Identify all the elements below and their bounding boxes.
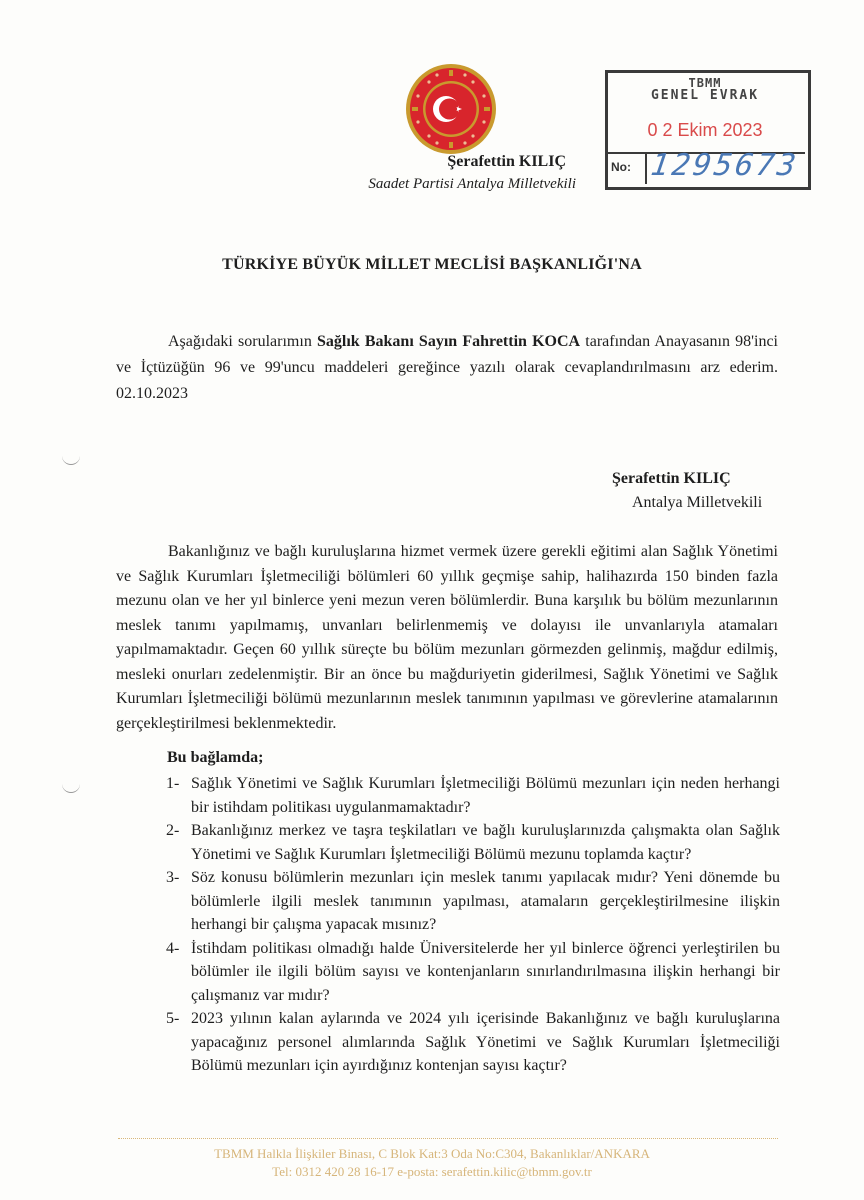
context-label: Bu bağlamda; [167,749,264,766]
footer-divider [118,1138,778,1139]
document-heading: TÜRKİYE BÜYÜK MİLLET MECLİSİ BAŞKANLIĞI'NA [222,256,642,273]
signature-name: Şerafettin KILIÇ [612,470,731,487]
question-item [118,1007,780,1078]
question-item [118,772,780,819]
question-item [118,819,780,866]
footer-address: TBMM Halkla İlişkiler Binası, C Blok Kat:3 Oda No:C304, Bakanlıklar/ANKARA [214,1146,650,1161]
intro-paragraph [116,329,778,407]
question-text: Bakanlığınız merkez ve taşra teşkilatları ve bağlı kuruluşlarınızda çalışmakta olan Sağlık Yönetimi ve Sağlık Kurumları İşletmeciliği Bölümü mezunu toplamda kaçtır? [191,822,780,863]
question-number: 3- [166,869,180,886]
registry-stamp [605,70,809,194]
intro-minister: Sağlık Bakanı Sayın Fahrettin KOCA [316,333,581,350]
stamp-subtitle: GENEL EVRAK [650,88,760,103]
punch-mark [62,452,80,465]
question-text: Söz konusu bölümlerin mezunları için meslek tanımı yapılacak mıdır? Yeni dönemde bu bölümlerle ilgili meslek tanımının yapılması, atamaların gerçekleştirilmesine ilişkin herhangi bir çalışma yapacak mısınız? [191,869,780,933]
stamp-number-label: No: [611,160,631,174]
intro-text: Aşağıdaki sorularımın [168,333,317,350]
tbmm-emblem-icon [404,62,498,156]
question-number: 1- [166,775,180,792]
footer-contact: Tel: 0312 420 28 16-17 e-posta: serafettin.kilic@tbmm.gov.tr [272,1164,592,1179]
body-paragraph: Bakanlığınız ve bağlı kuruluşlarına hizmet vermek üzere gerekli eğitimi alan Sağlık Yönetimi ve Sağlık Kurumları İşletmeciliği bölümleri 60 yıllık geçmişe sahip, halihazırda 150 binden fazla mezunu olan ve her yıl binlerce yeni mezun veren bölümlerdir. Buna karşılık bu bölüm mezunlarının meslek tanımı yapılmamış, unvanları belirlenmemiş ve dolayısı ile unvanlarıyla atamaları yapılmamaktadır. Geçen 60 yıllık süreçte bu bölüm mezunları görmezden gelinmiş, mağdur edilmiş, mesleki onurları zedelenmiştir. Bir an önce bu mağduriyetin giderilmesi, Sağlık Yönetimi ve Sağlık Kurumları İşletmeciliği bölümü mezunlarının meslek tanımının yapılması ve görevlerine atamalarının gerçekleştirilmesi beklenmektedir. [116,543,778,732]
question-text: 2023 yılının kalan aylarında ve 2024 yılı içerisinde Bakanlığınız ve bağlı kuruluşlarına yapacağınız personel alımlarında Sağlık Yönetimi ve Sağlık Kurumları İşletmeciliği Bölümü mezunları için ayırdığınız kontenjan sayısı kaçtır? [191,1010,780,1074]
question-number: 5- [166,1010,180,1027]
question-text: İstihdam politikası olmadığı halde Üniversitelerde her yıl binlerce öğrenci yerleştirilen bu bölümler ile ilgili bölüm sayısı ve kontenjanların sınırlandırılmasına ilişkin herhangi bir çalışmanız var mıdır? [191,939,780,1004]
stamp-date: 0 2 Ekim 2023 [647,120,763,140]
stamp-divider [645,154,647,184]
header-name: Şerafettin KILIÇ [447,153,566,170]
question-list [118,772,780,1078]
stamp-title: TBMM [688,76,722,90]
punch-mark [62,780,80,793]
header-party: Saadet Partisi Antalya Milletvekili [368,176,576,192]
question-number: 2- [166,822,180,839]
question-item [118,937,780,1008]
intro-text: tarafından Anayasanın 98'inci ve İçtüzüğün 96 ve 99'uncu maddeleri gereğince yazılı olarak cevaplandırılmasını arz ederim. 02.10.2023 [116,333,778,402]
question-text: Sağlık Yönetimi ve Sağlık Kurumları İşletmeciliği Bölümü mezunları için neden herhangi bir istihdam politikası uygulanmamaktadır? [191,775,780,816]
question-item [118,866,780,937]
question-number: 4- [166,939,180,957]
stamp-number-value: 1295673 [648,148,801,183]
signature-title: Antalya Milletvekili [632,494,763,511]
